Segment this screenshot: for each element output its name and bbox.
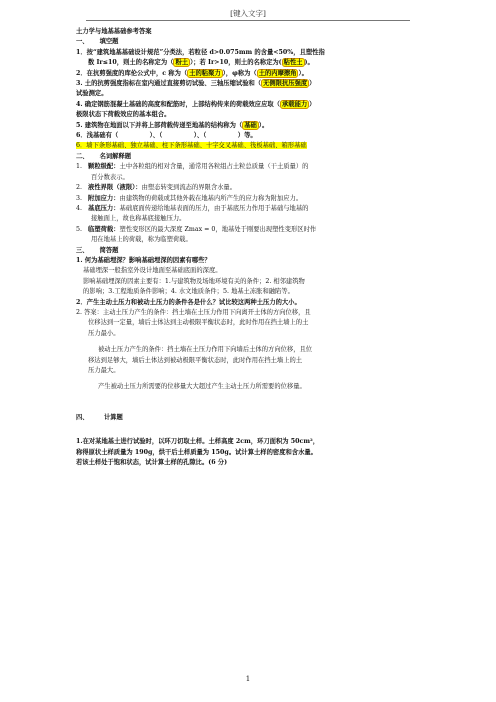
section-title: 名词解释题 xyxy=(99,152,132,160)
term-item: 3. 附加应力：由建筑物的荷载或其他外载在地基内所产生的应力称为附加应力。 xyxy=(76,194,303,202)
short-q2-answer: 2. 答案：主动土压力产生的条件：挡土墙在土压力作用下向离开土体的方向位移，且 xyxy=(76,308,311,316)
term-item: 2. 液性界限（液限）：由塑态转变到流态的界限含水量。 xyxy=(76,184,237,192)
answer-box: 土的粘聚力 xyxy=(189,69,221,77)
section-short-heading xyxy=(76,246,416,256)
term-item: 5. 临塑荷载：塑性变形区的最大深度 Zmax = 0，地基处于刚要出现塑性变形区时作 xyxy=(76,225,317,233)
section-number: 二、 xyxy=(76,152,89,160)
short-q1-answer: 基础埋深一般指室外设计地面至基础底面的深度。 xyxy=(83,267,222,275)
short-q1-answer: 影响基础埋深的因素主要有：1.与建筑物及场地环境有关的条件；2. 相邻建筑物 xyxy=(83,277,305,285)
section-terms-heading xyxy=(76,152,416,162)
fill-q6-answer: 6．墙下条形基础、独立基础、柱下条形基础、十字交叉基础、筏板基础、箱形基础 xyxy=(76,142,307,150)
term-item-cont: 百分数表示。 xyxy=(91,173,129,181)
doc-title: 土力学与地基基础参考答案 xyxy=(76,28,152,35)
fill-q2: 2．在抗剪强度的库伦公式中，c 称为（ 土的粘聚力 ），φ称为（ 土的内摩擦角 ）。 xyxy=(76,69,308,77)
short-q2-title: 2．产生主动土压力和被动土压力的条件各是什么？试比较这两种土压力的大小。 xyxy=(76,298,301,306)
short-q1-answer: 的影响；3.工程地质条件影响；4. 水文地质条件；5. 地基土冻胀和融陷等。 xyxy=(83,288,294,296)
short-q1-title: 1. 何为基础埋深？影响基础埋深的因素有哪些？ xyxy=(76,256,211,264)
calc-q1: 若该土样处于饱和状态，试计算土样的孔隙比。(6 分) xyxy=(76,459,228,467)
answer-box: 粉土 xyxy=(175,59,189,67)
calc-q1: 1.在对某地基土进行试验时，以环刀切取土样。土样高度 2cm，环刀面积为 50cm²， xyxy=(76,438,320,446)
page-header: [键入文字] xyxy=(230,9,266,18)
short-q2-answer: 产生被动土压力所需要的位移量大大超过产生主动土压力所需要的位移量。 xyxy=(98,383,306,391)
section-fill-heading xyxy=(76,37,416,47)
fill-q6: 6．浅基础有（ ）、（ ）、（ ）等。 xyxy=(76,132,257,140)
term-item: 4. 基底压力：基础底面传递给地基表面的压力，由于基底压力作用于基础与地基的 xyxy=(76,204,309,212)
term-item-cont: 用在地基上的荷载，称为临塑荷载。 xyxy=(91,236,192,244)
page-number: 1 xyxy=(245,675,251,683)
section-title: 计算题 xyxy=(103,413,123,421)
answer-box: 粘性土 xyxy=(283,59,303,67)
section-title: 简答题 xyxy=(99,246,119,254)
short-q2-answer: 压力最小。 xyxy=(88,329,120,337)
answer-box: 无侧限抗压强度 xyxy=(263,80,308,88)
fill-q3-line2: 试验测定。 xyxy=(76,90,108,98)
section-number: 四、 xyxy=(76,413,89,421)
fill-q1-line1: 1．按“建筑地基基础设计规范”分类法，若粒径 d>0.075mm 的含量<50%，且塑性指 xyxy=(76,48,325,56)
short-q2-answer: 被动土压力产生的条件：挡土墙在土压力作用下向墙后土体的方向位移，且位 xyxy=(98,346,313,354)
short-q2-answer: 压力最大。 xyxy=(88,367,120,374)
fill-q4-line2: 极限状态下荷载效应的基本组合。 xyxy=(76,111,171,119)
section-number: 一、 xyxy=(76,38,89,46)
fill-q4-line1: 4. 确定钢筋混凝土基础的高度和配筋时，上部结构传来的荷载效应应取（ 承载能力 ） xyxy=(76,100,316,108)
short-q2-answer: 移达到足够大，墙后土体达到被动极限平衡状态时，此时作用在挡土墙上的土 xyxy=(88,356,303,364)
section-title: 填空题 xyxy=(99,38,119,46)
calc-q1: 称得原状土样质量为 190g，烘干后土样质量为 150g。试计算土样的密度和含水量。 xyxy=(76,448,317,456)
header-rule xyxy=(86,20,410,21)
short-q2-answer: 位移达到一定量，墙后土体达到主动极限平衡状态时，此时作用在挡土墙上的土 xyxy=(88,319,309,327)
answer-box: 承载能力 xyxy=(281,100,308,108)
term-item: 1. 颗粒级配：土中各粒组的相对含量，通常用各粒组占土粒总质量（干土质量）的 xyxy=(76,163,309,171)
section-calc-heading xyxy=(76,413,416,423)
fill-q5: 5. 建筑物在地面以下并将上部荷载传递至地基的结构称为（ 基础 ）。 xyxy=(76,121,269,129)
document-body xyxy=(76,27,416,468)
section-number: 三、 xyxy=(76,246,89,254)
term-item-cont: 接触面上，故也称基底接触压力。 xyxy=(91,215,186,223)
fill-q1-line2: 数 Ir≤10，则土的名称定为（ 粉土 ）；若 Ir>10，则土的名称定为( 粘性土 )。 xyxy=(88,59,314,67)
answer-box: 土的内摩擦角 xyxy=(258,69,297,77)
fill-q3-line1: 3. 土的抗剪强度指标在室内通过直接剪切试验、三轴压缩试验和（ 无侧限抗压强度 ） xyxy=(76,80,316,88)
answer-box: 基础 xyxy=(244,121,257,129)
